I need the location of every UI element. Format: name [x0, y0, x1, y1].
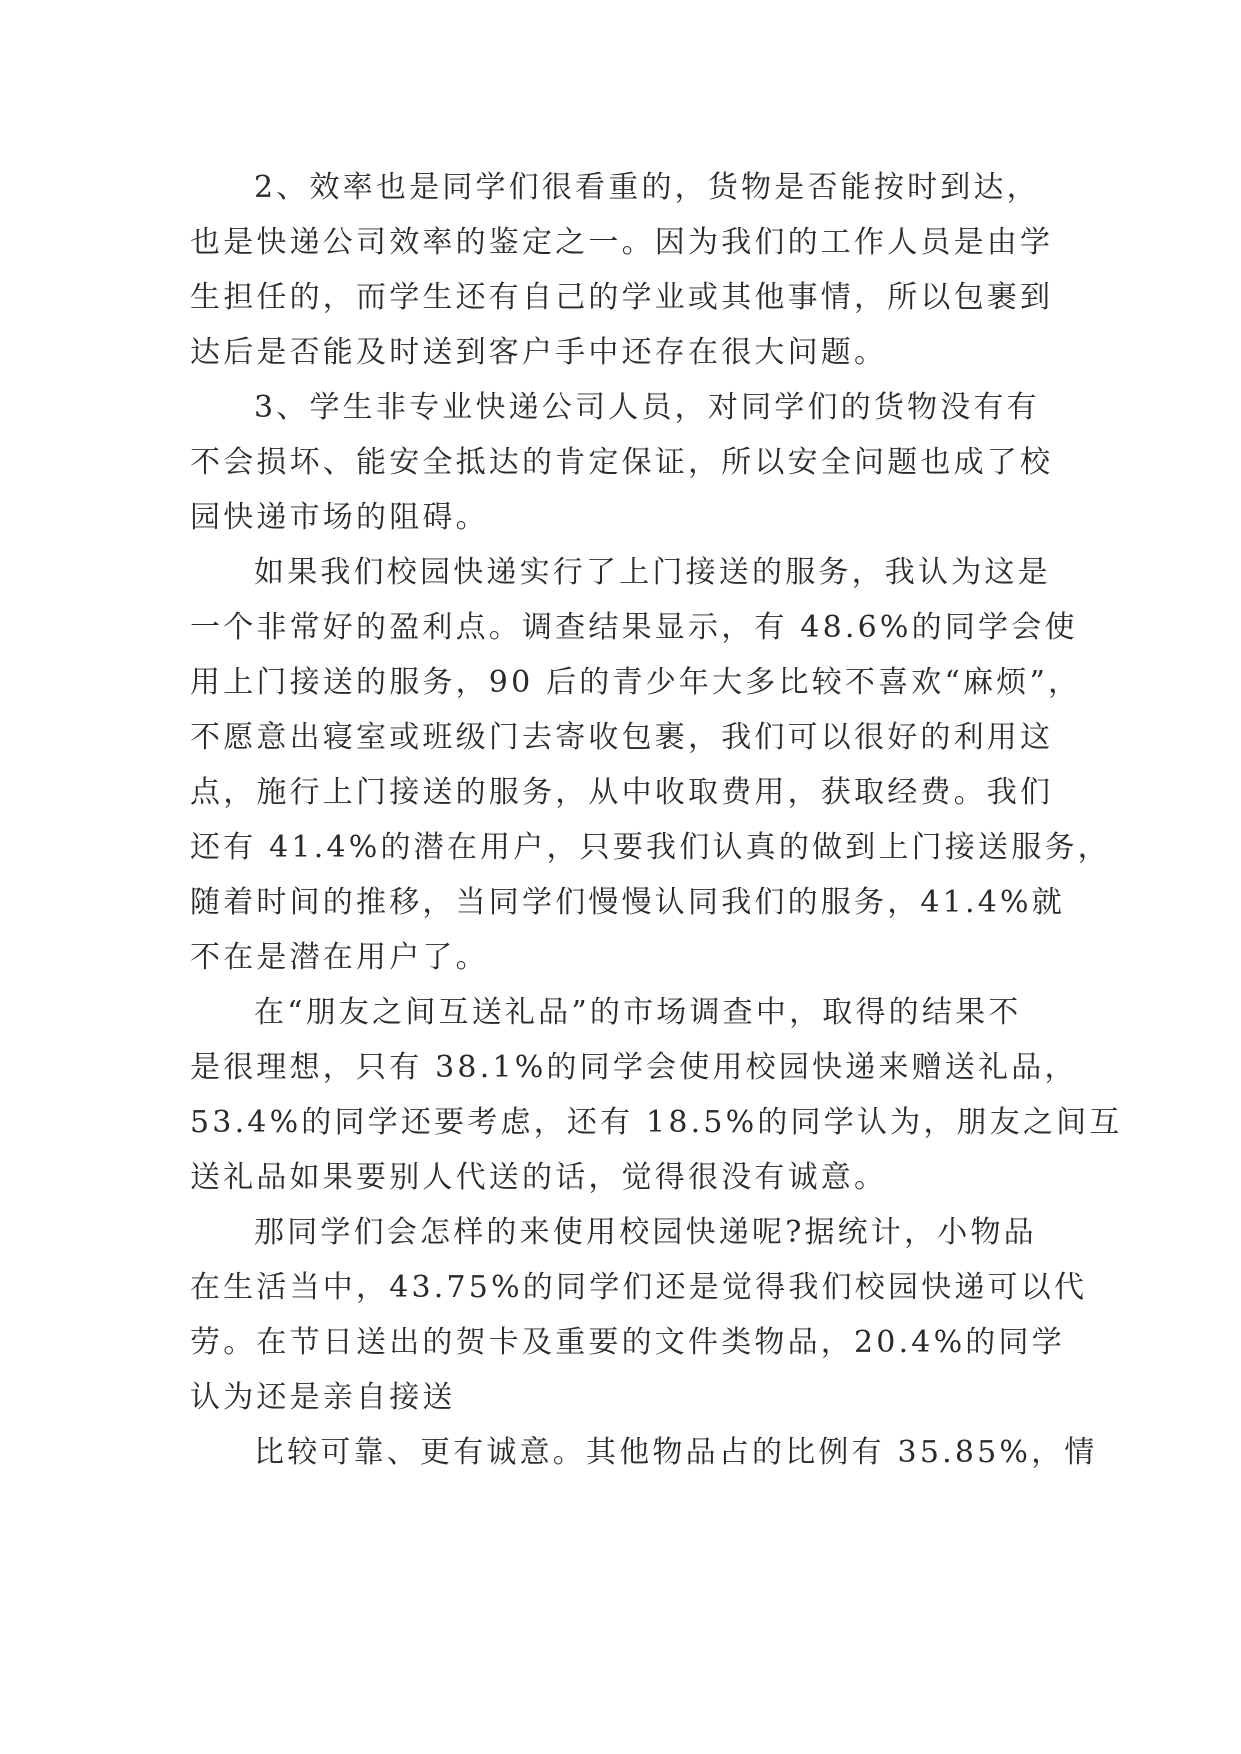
text-line: 2、效率也是同学们很看重的，货物是否能按时到达， — [254, 170, 1040, 205]
text-line: 认为还是亲自接送 — [190, 1380, 456, 1415]
text-line: 一个非常好的盈利点。调查结果显示，有 48.6%的同学会使 — [190, 610, 1078, 645]
paragraph-gift-survey — [190, 985, 1123, 1205]
text-line: 也是快递公司效率的鉴定之一。因为我们的工作人员是由学 — [190, 225, 1054, 260]
text-line: 用上门接送的服务，90 后的青少年大多比较不喜欢“麻烦”， — [190, 665, 1082, 700]
text-line: 如果我们校园快递实行了上门接送的服务，我认为这是 — [254, 555, 1051, 590]
text-line: 53.4%的同学还要考虑，还有 18.5%的同学认为，朋友之间互 — [190, 1105, 1123, 1140]
text-line: 劳。在节日送出的贺卡及重要的文件类物品，20.4%的同学 — [190, 1325, 1065, 1360]
text-line: 那同学们会怎样的来使用校园快递呢?据统计，小物品 — [254, 1215, 1037, 1250]
text-line: 是很理想，只有 38.1%的同学会使用校园快递来赠送礼品， — [190, 1050, 1078, 1085]
paragraph-safety — [190, 380, 1054, 545]
paragraph-usage-statistics — [190, 1205, 1088, 1425]
text-line: 随着时间的推移，当同学们慢慢认同我们的服务，41.4%就 — [190, 885, 1065, 920]
text-line: 生担任的，而学生还有自己的学业或其他事情，所以包裹到 — [190, 280, 1054, 315]
text-line: 3、学生非专业快递公司人员，对同学们的货物没有有 — [254, 390, 1040, 425]
text-line: 不在是潜在用户了。 — [190, 940, 489, 975]
text-line: 点，施行上门接送的服务，从中收取费用，获取经费。我们 — [190, 775, 1054, 810]
document-body — [190, 160, 1123, 1480]
paragraph-other-items — [190, 1425, 1098, 1480]
paragraph-efficiency — [190, 160, 1054, 380]
text-line: 不愿意出寝室或班级门去寄收包裹，我们可以很好的利用这 — [190, 720, 1054, 755]
text-line: 还有 41.4%的潜在用户，只要我们认真的做到上门接送服务， — [190, 830, 1111, 865]
text-line: 送礼品如果要别人代送的话，觉得很没有诚意。 — [190, 1160, 888, 1195]
text-line: 园快递市场的阻碍。 — [190, 500, 489, 535]
text-line: 在“朋友之间互送礼品”的市场调查中，取得的结果不 — [254, 995, 1022, 1030]
paragraph-door-to-door-service — [190, 545, 1111, 985]
text-line: 在生活当中，43.75%的同学们还是觉得我们校园快递可以代 — [190, 1270, 1088, 1305]
text-line: 比较可靠、更有诚意。其他物品占的比例有 35.85%，情 — [254, 1435, 1098, 1470]
text-line: 不会损坏、能安全抵达的肯定保证，所以安全问题也成了校 — [190, 445, 1054, 480]
text-line: 达后是否能及时送到客户手中还存在很大问题。 — [190, 335, 888, 370]
